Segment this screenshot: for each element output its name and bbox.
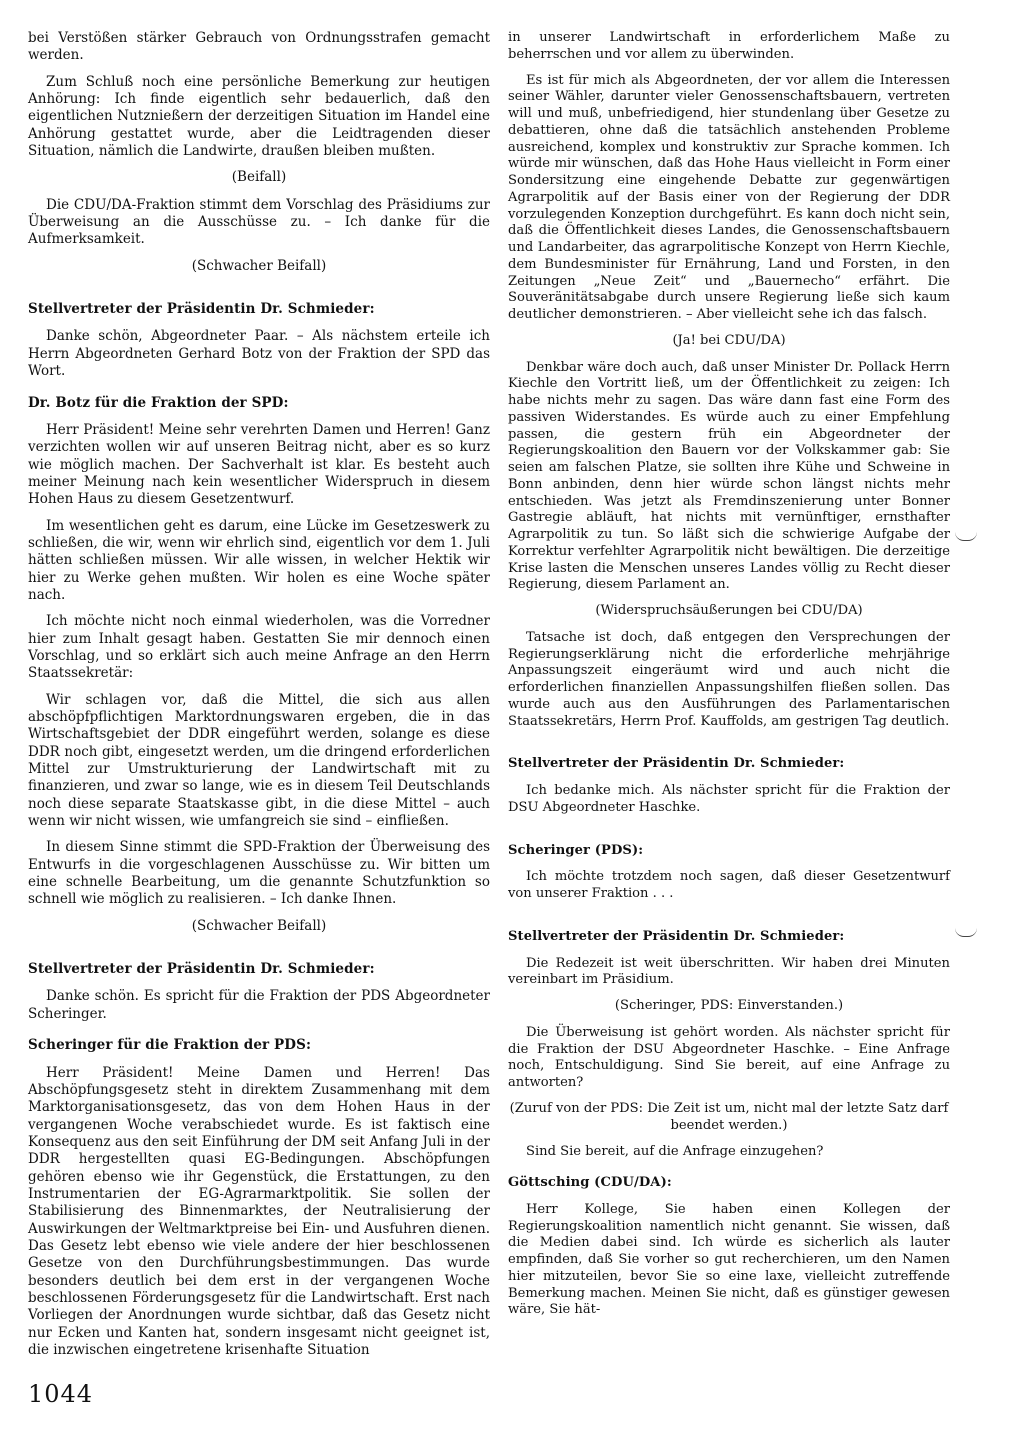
paragraph: Ich möchte trotzdem noch sagen, daß dieser Gesetzentwurf von unserer Fraktion . . . — [508, 869, 950, 901]
speaker-heading: Stellvertreter der Präsidentin Dr. Schmieder: — [508, 928, 845, 944]
interjection: (Schwacher Beifall) — [191, 917, 327, 934]
page-number: 1044 — [28, 1380, 94, 1408]
interjection: (Zuruf von der PDS: Die Zeit ist um, nicht mal der letzte Satz darf beendet werden.) — [509, 1100, 949, 1133]
paragraph: Im wesentlichen geht es darum, eine Lücke im Gesetzeswerk zu schließen, die wir, wenn wir ehrlich sind, eigentlich vor dem 1. Juli hätten schließen müssen. Wir alle wissen, in welcher Hektik wir hier zu Werke gehen mußten. Wir holen es eine Woche später nach. — [28, 517, 490, 603]
paragraph: Herr Präsident! Meine Damen und Herren! Das Abschöpfungsgesetz steht in direktem Zusammenhang mit dem Marktorganisationsgesetz, das von dem Hohen Haus in der vergangenen Woche verabschiedet wurde. Es ist faktisch eine Konsequenz aus den seit Einführung der DM seit Anfang Juli in der DDR hergestellten quasi EG-Bedingungen. Abschöpfungen gehören ebenso wie ihr Gegenstück, die Erstattungen, zu den Instrumentarien der EG-Agrarmarktpolitik. Sie sollen der Stabilisierung des Binnenmarktes, der Neutralisierung der Auswirkungen der Weltmarktpreise bei Ein- und Ausfuhren dienen. Das Gesetz lebt ebenso wie viele andere der hier beschlossenen Gesetze von den Durchführungsbestimmungen. Das wurde besonders deutlich bei dem erst in der vergangenen Woche beschlossenen Förderungsgesetz für die Landwirtschaft. Erst nach Vorliegen der Anordnungen wurde sichtbar, daß das Gesetz nicht nur Ecken und Kanten hat, sondern insgesamt nicht geeignet ist, die inzwischen eingetretene krisenhafte Situation — [28, 1064, 490, 1358]
paragraph: Zum Schluß noch eine persönliche Bemerkung zur heutigen Anhörung: Ich finde eigentlich sehr bedauerlich, daß den eigentlichen Nutznießern der derzeitigen Situation im Handel eine Anhörung gestattet wurde, aber die Leidtragenden dieser Situation, nämlich die Landwirte, draußen bleiben mußten. — [28, 73, 490, 160]
interjection: (Beifall) — [231, 169, 287, 186]
left-column — [28, 30, 490, 1368]
interjection: (Schwacher Beifall) — [191, 257, 327, 274]
interjection: (Widerspruchsäußerungen bei CDU/DA) — [595, 603, 863, 618]
speaker-heading: Scheringer für die Fraktion der PDS: — [28, 1037, 312, 1054]
paragraph: In diesem Sinne stimmt die SPD-Fraktion der Überweisung des Entwurfs in die vorgeschlagenen Ausschüsse zu. Wir bitten um eine schnelle Bearbeitung, um die genannte Schutzfunktion so schnell wie möglich zu realisieren. – Ich danke Ihnen. — [28, 839, 490, 908]
paragraph: Wir schlagen vor, daß die Mittel, die sich aus allen abschöpfpflichtigen Marktordnungswaren ergeben, die in das Wirtschaftsgebiet der DDR eingeführt werden, solange es diese DDR noch gibt, eingesetzt werden, um die dringend erforderlichen Mittel zur Umstrukturierung der Landwirtschaft mit zu finanzieren, und zwar so lange, wie es in diesem Teil Deutschlands noch diese separate Staatskasse gibt, in die diese Mittel – auch wenn wir nicht wissen, wie umfangreich sie sind – einfließen. — [28, 691, 490, 830]
paragraph: Es ist für mich als Abgeordneten, der vor allem die Interessen seiner Wähler, darunter vieler Genossenschaftsbauern, vertreten will und muß, unbefriedigend, hier stundenlang über Gesetze zu debattieren, ohne daß die tatsächlich anstehenden Probleme ausreichend, komplex und konstruktiv zur Sprache kommen. Ich würde mir wünschen, daß das Hohe Haus vielleicht in Form einer Sondersitzung eine eingehende Debatte zur gegenwärtigen Agrarpolitik auf der Basis einer von der Regierung der DDR vorzulegenden Konzeption durchgeführt. Es kann doch nicht sein, daß die Öffentlichkeit dieses Landes, die Genossenschaftsbauern und Landarbeiter, das agrarpolitische Konzept von Herrn Kiechle, dem Bundesminister für Ernährung, Land und Forsten, in den Zeitungen „Neue Zeit“ und „Bauernecho“ erfährt. Die Souveränitätsabgabe durch unsere Regierung ließe sich kaum deutlicher demonstrieren. – Aber vielleicht sehe ich das falsch. — [508, 72, 950, 322]
paragraph: Tatsache ist doch, daß entgegen den Versprechungen der Regierungserklärung nicht die erforderliche mehrjährige Anpassungszeit eingeräumt wird und auch nicht die erforderlichen finanziellen Anpassungshilfen fließen sollen. Das wurde auch aus den Ausführungen des Parlamentarischen Staatssekretärs, Herrn Prof. Kauffolds, am gestrigen Tag deutlich. — [508, 629, 950, 729]
paragraph: Sind Sie bereit, auf die Anfrage einzugehen? — [526, 1144, 824, 1160]
speaker-heading: Scheringer (PDS): — [508, 842, 644, 858]
paragraph: Denkbar wäre doch auch, daß unser Minister Dr. Pollack Herrn Kiechle den Vortritt ließ, um der Öffentlichkeit zu zeigen: Ich habe nichts mehr zu sagen. Das wäre dann fast eine Form des passiven Widerstandes. Es würde auch zu einer Empfehlung passen, die gestern früh ein Abgeordneter der Regierungskoalition den Bauern vor der Volkskammer gab: Sie seien am falschen Platze, sie sollten ihre Kühe und Schweine in Bonn anbinden, denn hier würde schon längst nichts mehr entschieden. Was jetzt als Fremdinszenierung unter Bonner Gastregie abläuft, hat nichts mit vernünftiger, ernsthafter Agrarpolitik zu tun. So läßt sich die schwierige Aufgabe der Korrektur verfehlter Agrarpolitik nicht bewältigen. Die derzeitige Krise lasten die Menschen unseres Landes völlig zu Recht dieser Regierung, diesem Parlament an. — [508, 359, 950, 593]
paragraph: Danke schön, Abgeordneter Paar. – Als nächstem erteile ich Herrn Abgeordneten Gerhard Botz von der Fraktion der SPD das Wort. — [28, 328, 490, 380]
paragraph: Herr Kollege, Sie haben einen Kollegen der Regierungskoalition namentlich nicht genannt. Sie wissen, daß die Medien dabei sind. Ich würde es sicherlich als lauter empfinden, daß Sie vorher so gut recherchieren, um den Namen hier mitzuteilen, bevor Sie so eine laxe, vielleicht zutreffende Bemerkung machen. Meinen Sie nicht, daß es günstiger gewesen wäre, Sie hät- — [508, 1201, 950, 1318]
speaker-heading: Stellvertreter der Präsidentin Dr. Schmieder: — [28, 301, 375, 318]
paragraph: bei Verstößen stärker Gebrauch von Ordnungsstrafen gemacht werden. — [28, 30, 490, 64]
paragraph: Ich bedanke mich. Als nächster spricht für die Fraktion der DSU Abgeordneter Haschke. — [508, 783, 950, 815]
paragraph: Ich möchte nicht noch einmal wiederholen, was die Vorredner hier zum Inhalt gesagt haben. Gestatten Sie mir dennoch einen Vorschlag, und so erklärt sich auch meine Anfrage an den Herrn Staatssekretär: — [28, 613, 490, 682]
margin-mark — [955, 928, 977, 937]
interjection: (Scheringer, PDS: Einverstanden.) — [614, 998, 844, 1013]
paragraph: Danke schön. Es spricht für die Fraktion der PDS Abgeordneter Scheringer. — [28, 988, 490, 1022]
speaker-heading: Göttsching (CDU/DA): — [508, 1175, 672, 1190]
speaker-heading: Dr. Botz für die Fraktion der SPD: — [28, 394, 289, 411]
paragraph: Die Überweisung ist gehört worden. Als nächster spricht für die Fraktion der DSU Abgeordneter Haschke. – Eine Anfrage noch, Entschuldigung. Sind Sie bereit, auf eine Anfrage zu antworten? — [508, 1024, 950, 1090]
speaker-heading: Stellvertreter der Präsidentin Dr. Schmieder: — [508, 756, 845, 772]
interjection: (Ja! bei CDU/DA) — [672, 332, 786, 348]
paragraph: Herr Präsident! Meine sehr verehrten Damen und Herren! Ganz verzichten wollen wir auf unseren Beitrag nicht, aber es so kurz wie möglich machen. Der Sachverhalt ist klar. Es besteht auch meiner Meinung nach kein wesentlicher Widerspruch in diesem Hohen Haus zu diesem Gesetzentwurf. — [28, 421, 490, 508]
paragraph: Die CDU/DA-Fraktion stimmt dem Vorschlag des Präsidiums zur Überweisung an die Ausschüsse zu. – Ich danke für die Aufmerksamkeit. — [28, 196, 490, 248]
paragraph: in unserer Landwirtschaft in erforderlichem Maße zu beherrschen und vor allem zu überwinden. — [508, 30, 950, 62]
right-column — [508, 30, 950, 1328]
paragraph: Die Redezeit ist weit überschritten. Wir haben drei Minuten vereinbart im Präsidium. — [508, 955, 950, 988]
margin-mark — [955, 532, 977, 541]
speaker-heading: Stellvertreter der Präsidentin Dr. Schmieder: — [28, 961, 375, 978]
